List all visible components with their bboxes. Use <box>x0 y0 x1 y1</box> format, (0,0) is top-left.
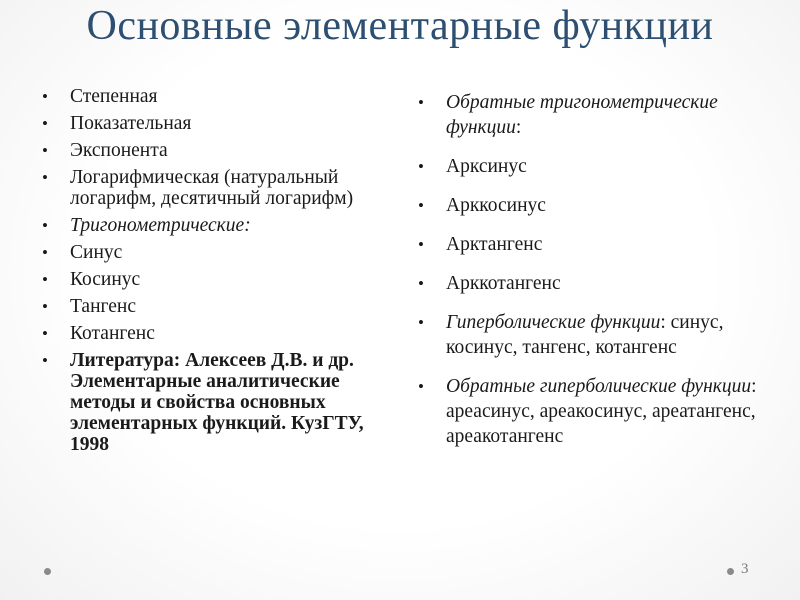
bullet-icon: • <box>42 168 48 187</box>
list-item-text: Показательная <box>70 113 192 134</box>
list-item-text: Арктангенс <box>446 234 543 255</box>
list-item-text: Тангенс <box>70 296 137 317</box>
list-item <box>42 215 382 236</box>
page-number: 3 <box>741 561 749 577</box>
footer-dot-icon <box>44 568 51 575</box>
literature-item <box>42 350 382 455</box>
list-item-text: Тригонометрические: <box>70 215 251 236</box>
list-item-text: Логарифмическая (натуральный логарифм, десятичный логарифм) <box>70 167 354 209</box>
list-item <box>418 154 758 179</box>
bullet-icon: • <box>42 270 48 289</box>
bullet-icon: • <box>418 274 424 293</box>
list-item-heading: Гиперболические функции <box>446 312 661 333</box>
bullet-icon: • <box>42 87 48 106</box>
list-item-text: Синус <box>70 242 123 263</box>
list-item <box>418 193 758 218</box>
right-bullet-list <box>418 90 758 463</box>
bullet-icon: • <box>418 235 424 254</box>
bullet-icon: • <box>418 313 424 332</box>
bullet-icon: • <box>418 377 424 396</box>
slide-title: Основные элементарные функции <box>86 3 714 49</box>
list-item-text: : синус, косинус, тангенс, котангенс <box>446 312 724 358</box>
list-item-text: Арккотангенс <box>446 273 561 294</box>
list-item <box>418 90 758 140</box>
bullet-icon: • <box>42 351 48 370</box>
list-item <box>42 167 382 209</box>
bullet-icon: • <box>42 141 48 160</box>
bullet-icon: • <box>418 196 424 215</box>
list-item-heading: Обратные тригонометрические функции <box>446 92 718 138</box>
list-item <box>42 113 382 134</box>
literature-text: Литература: Алексеев Д.В. и др. Элементарные аналитические методы и свойства основных элементарных функций. КузГТУ, 1998 <box>70 350 364 455</box>
list-item <box>42 140 382 161</box>
list-item-text: Котангенс <box>70 323 155 344</box>
footer-dot-icon <box>727 568 734 575</box>
bullet-icon: • <box>42 216 48 235</box>
list-item <box>42 269 382 290</box>
list-item <box>42 242 382 263</box>
list-item-text: : <box>515 117 522 138</box>
list-item-text: Экспонента <box>70 140 168 161</box>
list-item <box>42 86 382 107</box>
bullet-icon: • <box>42 114 48 133</box>
bullet-icon: • <box>418 157 424 176</box>
list-item <box>418 374 758 449</box>
list-item <box>418 232 758 257</box>
list-item-text: Арксинус <box>446 156 527 177</box>
list-item-heading: Обратные гиперболические функции <box>446 376 752 397</box>
left-bullet-list <box>42 86 382 461</box>
bullet-icon: • <box>42 297 48 316</box>
list-item <box>42 296 382 317</box>
list-item <box>42 323 382 344</box>
list-item-text: : ареасинус, ареакосинус, ареатангенс, ареакотангенс <box>446 376 757 447</box>
bullet-icon: • <box>42 324 48 343</box>
bullet-icon: • <box>418 93 424 112</box>
list-item-text: Косинус <box>70 269 141 290</box>
list-item-text: Степенная <box>70 86 158 107</box>
list-item <box>418 271 758 296</box>
list-item <box>418 310 758 360</box>
list-item-text: Арккосинус <box>446 195 546 216</box>
bullet-icon: • <box>42 243 48 262</box>
